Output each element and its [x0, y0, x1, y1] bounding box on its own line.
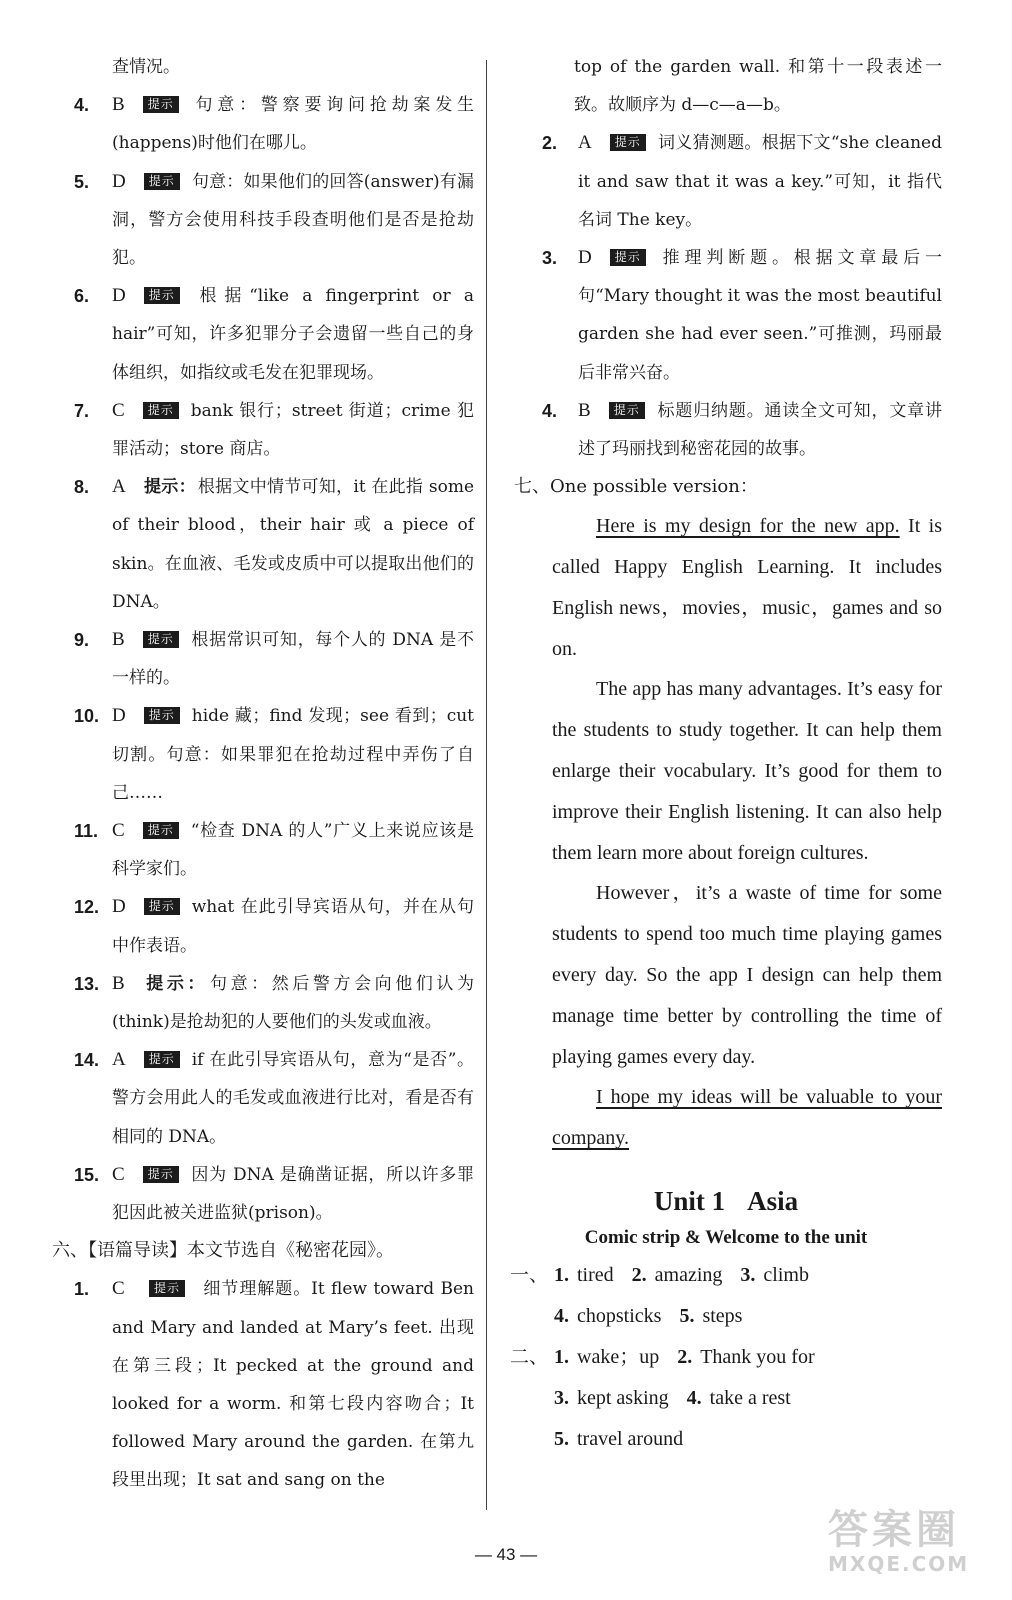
essay-paragraph-3: However，it’s a waste of time for some students to spend too much time playing games every day. So the app I design can help them manage time better by controlling the time of playing games every day. [552, 882, 942, 1068]
column-divider [486, 60, 487, 1510]
item-number: 1. [74, 1279, 90, 1300]
essay-paragraph-1 [552, 506, 942, 669]
tip-badge: 提示 [144, 173, 180, 190]
item-explanation: 句意：警察要询问抢劫案发生(happens)时他们在哪儿。 [112, 95, 474, 154]
item-explanation: what 在此引导宾语从句，并在从句中作表语。 [112, 897, 474, 956]
tip-badge: 提示 [149, 1280, 185, 1297]
item-option: C [112, 820, 125, 842]
item-number: 7. [74, 400, 90, 421]
section-marker: 二、 [510, 1345, 549, 1368]
answer-word: tired [577, 1263, 614, 1286]
answer-item [48, 812, 474, 888]
continued-text: top of the garden wall. 和第十一段表述一致。故顺序为 d—c—a—b。 [574, 57, 942, 116]
item-number: 5. [74, 171, 90, 192]
answer-item [48, 163, 474, 278]
item-option: B [578, 399, 591, 421]
item-number: 12. [74, 897, 100, 918]
answer-number: 5. [554, 1427, 569, 1450]
item-explanation: bank 银行；street 街道；crime 犯罪活动；store 商店。 [112, 400, 474, 460]
item-explanation: hide 藏；find 发现；see 看到；cut 切割。句意：如果罪犯在抢劫过程中弄伤了自己…… [112, 706, 474, 803]
unit-number: Unit 1 [653, 1185, 726, 1216]
item-explanation: “检查 DNA 的人”广义上来说应该是科学家们。 [112, 821, 474, 880]
item-number: 9. [74, 630, 90, 651]
essay-closing-sentence: I hope my ideas will be valuable to your company. [552, 1086, 942, 1150]
section-six-heading: 六、【语篇导读】本文节选自《秘密花园》。 [52, 1240, 394, 1262]
answer-number: 3. [554, 1386, 569, 1409]
answer-word: chopsticks [577, 1304, 662, 1327]
item-number: 13. [74, 973, 100, 994]
answer-number: 1. [554, 1345, 569, 1368]
right-column [510, 48, 942, 1460]
tip-badge: 提示 [144, 287, 180, 304]
continued-text: 查情况。 [112, 57, 180, 77]
item-option: D [112, 285, 126, 307]
answer-word: take a rest [709, 1386, 791, 1409]
item-explanation: 根据“like a fingerprint or a hair”可知，许多犯罪分子会遗留一些自己的身体组织，如指纹或毛发在犯罪现场。 [112, 286, 474, 383]
item-number: 8. [74, 477, 90, 498]
tip-badge: 提示 [610, 249, 646, 266]
answer-number: 4. [554, 1304, 569, 1327]
answer-item [510, 124, 942, 239]
item-option: D [112, 896, 126, 918]
answer-word: amazing [654, 1263, 723, 1286]
item-explanation: 句意：如果他们的回答(answer)有漏洞，警方会使用科技手段查明他们是否是抢劫犯。 [112, 171, 474, 269]
tip-badge: 提示 [143, 1166, 179, 1183]
tip-badge: 提示 [144, 1051, 180, 1068]
item-explanation: 句意：然后警方会向他们认为(think)是抢劫犯的人要他们的头发或血液。 [112, 973, 474, 1033]
answer-item [48, 965, 474, 1041]
answer-number: 2. [677, 1345, 693, 1368]
answer-item [48, 697, 474, 812]
essay-paragraph-4 [552, 1077, 942, 1159]
answer-number: 3. [740, 1263, 756, 1286]
item-number: 4. [74, 95, 90, 116]
item-explanation: if 在此引导宾语从句，意为“是否”。警方会用此人的毛发或血液进行比对，看是否有相同的 DNA。 [112, 1050, 474, 1147]
tip-badge: 提示 [143, 96, 179, 113]
item-option: A [112, 1049, 126, 1071]
answer-item [48, 888, 474, 964]
answer-word: steps [702, 1304, 743, 1327]
left-answer-list [48, 86, 474, 1232]
item-option: D [578, 247, 592, 269]
item-option: D [112, 170, 126, 192]
answer-line [510, 1378, 942, 1419]
answer-item [510, 239, 942, 392]
item-number: 2. [542, 133, 558, 154]
item-option: C [112, 1163, 125, 1185]
item-option: D [112, 705, 126, 727]
tip-badge: 提示 [143, 631, 179, 648]
answer-item [48, 621, 474, 697]
item-option: B [112, 629, 125, 651]
left-column [48, 48, 474, 1500]
item-number: 11. [74, 821, 99, 842]
item-option: A [578, 132, 592, 154]
right-answer-list [510, 124, 942, 468]
answer-item [48, 1156, 474, 1232]
section-marker: 一、 [510, 1263, 549, 1286]
item-option: C [112, 1278, 125, 1300]
tip-badge: 提示 [143, 822, 179, 839]
item-explanation: 标题归纳题。通读全文可知，文章讲述了玛丽找到秘密花园的故事。 [578, 400, 942, 460]
answer-line [510, 1337, 942, 1378]
answer-item [48, 468, 474, 621]
watermark-url: MXQE.COM [828, 1552, 970, 1576]
item-explanation: 根据常识可知，每个人的 DNA 是不一样的。 [112, 630, 474, 689]
item-option: A [112, 476, 126, 498]
answer-item [510, 392, 942, 468]
essay-paragraph-1-rest: It is called Happy English Learning. It includes English news，movies，music，games and so on. [552, 515, 942, 660]
item-number: 14. [74, 1050, 100, 1071]
item-explanation: 因为 DNA 是确凿证据，所以许多罪犯因此被关进监狱(prison)。 [112, 1164, 474, 1224]
item-explanation: 词义猜测题。根据下文“she cleaned it and saw that it was a key.”可知，it 指代名词 The key。 [578, 133, 942, 230]
page-number: — 43 — [474, 1545, 538, 1564]
answer-item [48, 277, 474, 392]
item-option: B [112, 972, 125, 994]
answer-number: 4. [686, 1386, 702, 1409]
sample-essay [510, 506, 942, 1159]
answer-word: Thank you for [700, 1345, 815, 1368]
answer-line [510, 1296, 942, 1337]
answer-line [510, 1419, 942, 1460]
tip-badge: 提示 [609, 402, 645, 419]
tip-label: 提示： [142, 973, 209, 994]
item-explanation: 根据文中情节可知，it 在此指 some of their blood，their hair 或 a piece of skin。在血液、毛发或皮质中可以提取出他们的 DNA。 [112, 477, 474, 612]
item-number: 3. [542, 248, 558, 269]
tip-label: 提示： [143, 477, 196, 498]
answer-number: 2. [631, 1263, 647, 1286]
answer-item [48, 1270, 474, 1499]
answer-word: travel around [577, 1427, 684, 1450]
tip-badge: 提示 [143, 402, 179, 419]
watermark-logo: 答案圈 [828, 1507, 960, 1553]
answer-number: 5. [679, 1304, 695, 1327]
item-option: C [112, 399, 125, 421]
answer-item [48, 86, 474, 162]
essay-opening-sentence: Here is my design for the new app. [596, 515, 900, 538]
item-explanation: 细节理解题。It flew toward Ben and Mary and landed at Mary’s feet. 出现在第三段；It pecked at the ground and looked for a worm. 和第七段内容吻合；It followed Mary around the garden. 在第九段里出现；It sat and sang on the [112, 1279, 474, 1491]
unit-name: Asia [747, 1185, 799, 1216]
item-number: 10. [74, 706, 100, 727]
essay-paragraph-2: The app has many advantages. It’s easy for the students to study together. It can help them enlarge their vocabulary. It’s good for them to improve their English listening. It can also help them learn more about foreign cultures. [552, 678, 942, 864]
unit-answer-list [510, 1255, 942, 1460]
item-option: B [112, 94, 125, 116]
section-seven-heading: 七、One possible version： [514, 476, 758, 498]
answer-word: kept asking [577, 1386, 669, 1409]
answer-item [48, 1041, 474, 1156]
answer-word: wake；up [577, 1345, 660, 1368]
item-number: 4. [542, 400, 558, 421]
answer-line [510, 1255, 942, 1296]
tip-badge: 提示 [144, 707, 180, 724]
item-number: 15. [74, 1164, 100, 1185]
answer-word: climb [763, 1263, 809, 1286]
tip-badge: 提示 [610, 134, 646, 151]
tip-badge: 提示 [144, 898, 180, 915]
watermark [828, 1508, 969, 1576]
answer-item [48, 392, 474, 468]
unit-title [510, 1181, 942, 1221]
answer-number: 1. [554, 1263, 569, 1286]
unit-subtitle: Comic strip & Welcome to the unit [584, 1226, 868, 1248]
item-number: 6. [74, 286, 90, 307]
item-explanation: 推理判断题。根据文章最后一句“Mary thought it was the most beautiful garden she had ever seen.”可推测，玛丽最后非常兴奋。 [578, 248, 942, 383]
